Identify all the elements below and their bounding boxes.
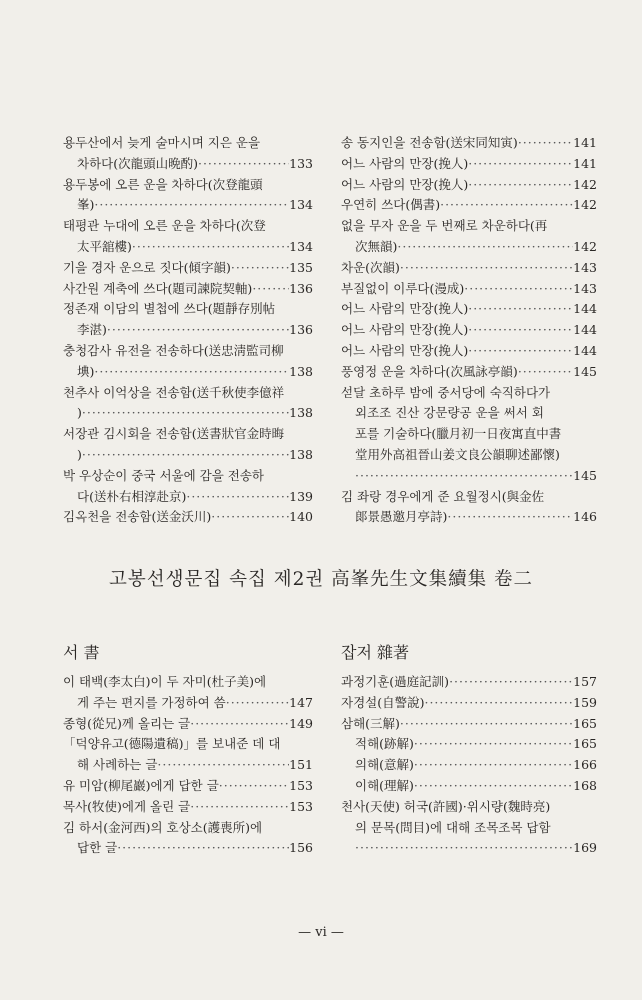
toc-page-number: 145 [573, 363, 597, 379]
toc-entry [341, 755, 597, 776]
toc-entry-leader-line [341, 776, 597, 797]
toc-page-number: 145 [573, 467, 597, 483]
toc-entry [341, 299, 597, 320]
toc-entry [63, 216, 313, 258]
toc-entry-text: 용두산에서 늦게 술마시며 지은 운을 [63, 135, 261, 150]
toc-page-number: 165 [573, 715, 597, 731]
toc-page-number: 156 [289, 840, 313, 856]
toc-entry-leader-line [63, 403, 313, 424]
toc-page-number: 144 [573, 322, 597, 338]
toc-entry [341, 341, 597, 362]
leader-dots [414, 734, 573, 755]
leader-dots [468, 299, 573, 320]
toc-entry-title: 부질없이 이루다(漫成) [341, 280, 465, 296]
toc-entry [341, 362, 597, 383]
leader-dots [468, 175, 573, 196]
leader-dots [447, 507, 573, 528]
toc-entry-text: 천사(天使) 허국(許國)·위시량(魏時亮) [341, 798, 551, 814]
toc-page-number: 168 [573, 777, 597, 793]
leader-dots [190, 714, 289, 735]
toc-entry-text: 섣달 초하루 밤에 중서당에 숙직하다가 [341, 384, 551, 400]
toc-column-bottom-left [63, 672, 313, 859]
toc-entry-title: 어느 사람의 만장(挽人) [341, 301, 469, 317]
toc-entry-leader-line [63, 195, 313, 216]
toc-page-number: 138 [289, 446, 313, 462]
toc-entry-leader-line [341, 734, 597, 755]
toc-page-number: 157 [573, 674, 597, 689]
toc-page-number: 140 [289, 509, 313, 525]
toc-entry-text: 堂用外高祖晉山姜文良公韻聊述鄙懷) [355, 446, 560, 462]
leader-dots [424, 693, 573, 714]
toc-entry-text: 김 하서(金河西)의 호상소(護喪所)에 [63, 819, 263, 835]
toc-entry [63, 424, 313, 466]
leader-dots [397, 237, 573, 258]
leader-dots [468, 320, 573, 341]
toc-entry-title: 답한 글 [77, 840, 118, 856]
toc-entry-title: 어느 사람의 만장(挽人) [341, 342, 469, 358]
toc-entry-leader-line [341, 154, 597, 175]
toc-entry-title: 어느 사람의 만장(挽人) [341, 176, 469, 192]
toc-entry [341, 320, 597, 341]
toc-entry-title: 해 사례하는 글 [77, 757, 158, 773]
toc-column-top-left [63, 133, 313, 528]
toc-page-number: 133 [289, 155, 313, 171]
toc-entry-leader-line [341, 175, 597, 196]
toc-entry-title: 유 미암(柳尾巖)에게 답한 글 [63, 777, 219, 793]
toc-entry-title: ) [77, 405, 82, 421]
leader-dots [190, 797, 289, 818]
leader-dots [252, 279, 289, 300]
toc-entry-title: 기을 경자 운으로 짓다(傾字韻) [63, 259, 231, 275]
toc-page-number: 165 [573, 736, 597, 752]
toc-entry-title: 다(送朴右相淳赴京) [77, 488, 187, 504]
toc-entry-leader-line [341, 237, 597, 258]
toc-column-bottom-right [341, 672, 597, 859]
leader-dots [468, 341, 573, 362]
toc-entry-title: 김옥천을 전송함(送金沃川) [63, 509, 212, 525]
leader-dots [82, 445, 289, 466]
leader-dots [117, 838, 289, 859]
toc-entry [341, 175, 597, 196]
toc-entry-leader-line [63, 755, 313, 776]
toc-page-number: 134 [289, 197, 313, 213]
toc-entry [63, 383, 313, 425]
toc-entry [341, 693, 597, 714]
toc-entry [63, 466, 313, 508]
toc-entry-leader-line [341, 133, 597, 154]
leader-dots [355, 838, 573, 859]
toc-entry-leader-line [341, 714, 597, 735]
toc-entry-leader-line [63, 507, 313, 528]
toc-entry-text: 천추사 이억상을 전송함(送千秋使李億祥 [63, 384, 285, 400]
toc-entry-title: 어느 사람의 만장(挽人) [341, 155, 469, 171]
leader-dots [107, 320, 289, 341]
toc-entry [341, 672, 597, 693]
toc-page-number: 159 [573, 694, 597, 710]
toc-page-number: 153 [289, 798, 313, 814]
leader-dots [440, 195, 573, 216]
leader-dots [464, 279, 573, 300]
toc-page-number: 153 [289, 777, 313, 793]
toc-page-number: 146 [573, 509, 597, 525]
toc-entry-text: 이 태백(李太白)이 두 자미(杜子美)에 [63, 674, 267, 689]
toc-entry [63, 175, 313, 217]
toc-entry-text: 용두봉에 오른 운을 차하다(次登龍頭 [63, 176, 263, 192]
leader-dots [157, 755, 289, 776]
toc-entry-leader-line [341, 195, 597, 216]
toc-entry [63, 507, 313, 528]
toc-page-number: 135 [289, 259, 313, 275]
toc-entry-leader-line [341, 341, 597, 362]
toc-entry [63, 341, 313, 383]
toc-entry-title: 의해(意解) [355, 757, 414, 773]
leader-dots [400, 714, 573, 735]
toc-entry-title: 삼해(三解) [341, 715, 400, 731]
toc-entry [63, 797, 313, 818]
toc-entry-text: 포를 기술하다(臘月初一日夜寓直中書 [355, 426, 562, 442]
leader-dots [211, 507, 289, 528]
toc-page-number: 149 [289, 715, 313, 731]
toc-entry-text: 없을 무자 운을 두 번째로 차운하다(再 [341, 218, 548, 234]
toc-page-number: 144 [573, 342, 597, 358]
toc-entry-title: 사간원 계축에 쓰다(題司諫院契軸) [63, 280, 253, 296]
toc-entry-leader-line [63, 279, 313, 300]
toc-entry [63, 714, 313, 735]
toc-entry-title: 과정기훈(過庭記訓) [341, 674, 450, 689]
section-heading-miscellany: 잡저 雜著 [341, 643, 409, 662]
leader-dots [449, 672, 573, 693]
toc-entry-text: 박 우상순이 중국 서울에 감을 전송하 [63, 467, 264, 483]
toc-entry-title: 자경설(自警說) [341, 694, 425, 710]
toc-page-number: 141 [573, 135, 597, 150]
toc-entry-text: 충청감사 유전을 전송하다(送忠淸監司柳 [63, 342, 284, 358]
toc-entry [341, 154, 597, 175]
leader-dots [468, 154, 573, 175]
toc-entry-text: 「덕양유고(德陽遺稿)」를 보내준 데 대 [63, 736, 281, 752]
toc-entry-leader-line [341, 466, 597, 487]
leader-dots [355, 466, 573, 487]
toc-entry-title: 송 동지인을 전송함(送宋同知寅) [341, 135, 518, 150]
toc-entry-text: 서장관 김시회을 전송함(送書狀官金時晦 [63, 426, 285, 442]
toc-entry-title: 이해(理解) [355, 777, 414, 793]
toc-entry-title: 종형(從兄)께 올리는 글 [63, 715, 191, 731]
toc-page-number: 141 [573, 155, 597, 171]
toc-entry-leader-line [341, 299, 597, 320]
toc-entry-leader-line [341, 838, 597, 859]
toc-entry [63, 279, 313, 300]
leader-dots [82, 403, 289, 424]
toc-entry [63, 258, 313, 279]
toc-entry-leader-line [341, 755, 597, 776]
toc-entry-leader-line [63, 237, 313, 258]
toc-entry-title: 峯) [77, 197, 95, 213]
toc-entry-title: 적해(跡解) [355, 736, 414, 752]
toc-entry [341, 734, 597, 755]
toc-entry-leader-line [341, 693, 597, 714]
toc-page-number: 144 [573, 301, 597, 317]
toc-page-number: 138 [289, 363, 313, 379]
page-number: — vi — [298, 925, 344, 940]
toc-entry-text: 태평관 누대에 오른 운을 차하다(次登 [63, 218, 266, 234]
toc-entry [341, 776, 597, 797]
leader-dots [132, 237, 289, 258]
leader-dots [186, 487, 289, 508]
toc-entry-text: 정존재 이담의 별첩에 쓰다(題靜存別帖 [63, 301, 276, 317]
section-heading-letters: 서 書 [63, 643, 100, 662]
leader-dots [518, 362, 573, 383]
leader-dots [94, 362, 289, 383]
toc-entry-title: 㙉) [77, 363, 95, 379]
toc-page-number: 142 [573, 238, 597, 254]
toc-entry [341, 258, 597, 279]
toc-entry-text: 외조조 진산 강문량공 운을 써서 회 [355, 405, 544, 421]
toc-entry-leader-line [63, 320, 313, 341]
leader-dots [414, 755, 573, 776]
toc-entry-leader-line [63, 487, 313, 508]
toc-entry-leader-line [63, 714, 313, 735]
toc-entry-title: 李湛) [77, 322, 107, 338]
leader-dots [400, 258, 573, 279]
toc-entry [341, 487, 597, 529]
toc-entry [63, 818, 313, 860]
toc-page-number: 138 [289, 405, 313, 421]
toc-entry-leader-line [341, 279, 597, 300]
toc-page-number: 136 [289, 280, 313, 296]
toc-entry-leader-line [63, 797, 313, 818]
leader-dots [94, 195, 289, 216]
toc-page-number: 143 [573, 280, 597, 296]
toc-entry-leader-line [63, 258, 313, 279]
toc-entry [341, 797, 597, 859]
toc-entry [63, 133, 313, 175]
toc-entry-text: 김 좌랑 경우에게 준 요월정시(與金佐 [341, 488, 545, 504]
toc-entry-title: 郞景愚邀月亭詩) [355, 509, 448, 525]
toc-page-number: 139 [289, 488, 313, 504]
leader-dots [226, 693, 289, 714]
toc-entry-leader-line [341, 362, 597, 383]
toc-entry-title: 次無韻) [355, 238, 398, 254]
toc-page-number: 169 [573, 840, 597, 856]
toc-entry [63, 299, 313, 341]
toc-page-number: 143 [573, 259, 597, 275]
leader-dots [414, 776, 573, 797]
toc-entry-leader-line [341, 507, 597, 528]
toc-entry [341, 714, 597, 735]
toc-entry-title: 우연히 쓰다(偶書) [341, 197, 441, 213]
leader-dots [231, 258, 289, 279]
toc-entry [341, 133, 597, 154]
toc-entry-title: 게 주는 편지를 가정하여 씀 [77, 694, 226, 710]
toc-entry-title: 풍영정 운을 차하다(次風詠亭韻) [341, 363, 518, 379]
toc-entry [341, 279, 597, 300]
leader-dots [198, 154, 289, 175]
toc-page-number: 151 [289, 757, 313, 773]
toc-page-number: 166 [573, 757, 597, 773]
leader-dots [219, 776, 289, 797]
toc-entry-leader-line [63, 362, 313, 383]
toc-page-number: 134 [289, 238, 313, 254]
toc-entry-title: 太平舘樓) [77, 238, 132, 254]
toc-entry-leader-line [341, 672, 597, 693]
toc-entry [63, 672, 313, 714]
toc-page-number: 136 [289, 322, 313, 338]
toc-entry-leader-line [63, 838, 313, 859]
toc-entry-leader-line [63, 445, 313, 466]
toc-entry-title: ) [77, 446, 82, 462]
toc-entry [63, 776, 313, 797]
toc-entry-title: 어느 사람의 만장(挽人) [341, 322, 469, 338]
toc-entry-leader-line [341, 320, 597, 341]
toc-page-number: 142 [573, 176, 597, 192]
toc-entry [341, 216, 597, 258]
toc-entry-title: 차하다(次龍頭山晩酌) [77, 155, 198, 171]
toc-entry-title: 목사(牧使)에게 올린 글 [63, 798, 191, 814]
toc-entry-title: 차운(次韻) [341, 259, 400, 275]
toc-entry [341, 195, 597, 216]
section-title: 고봉선생문집 속집 제2권 高峯先生文集續集 卷二 [108, 569, 533, 590]
toc-entry-text: 의 문목(問目)에 대해 조목조목 답함 [355, 819, 551, 835]
toc-column-top-right [341, 133, 597, 528]
toc-entry-leader-line [341, 258, 597, 279]
toc-entry-leader-line [63, 154, 313, 175]
toc-entry-leader-line [63, 776, 313, 797]
toc-entry-leader-line [63, 693, 313, 714]
toc-page-number: 147 [289, 694, 313, 710]
toc-entry [63, 734, 313, 776]
toc-entry [341, 383, 597, 487]
toc-page-number: 142 [573, 197, 597, 213]
leader-dots [518, 133, 573, 154]
